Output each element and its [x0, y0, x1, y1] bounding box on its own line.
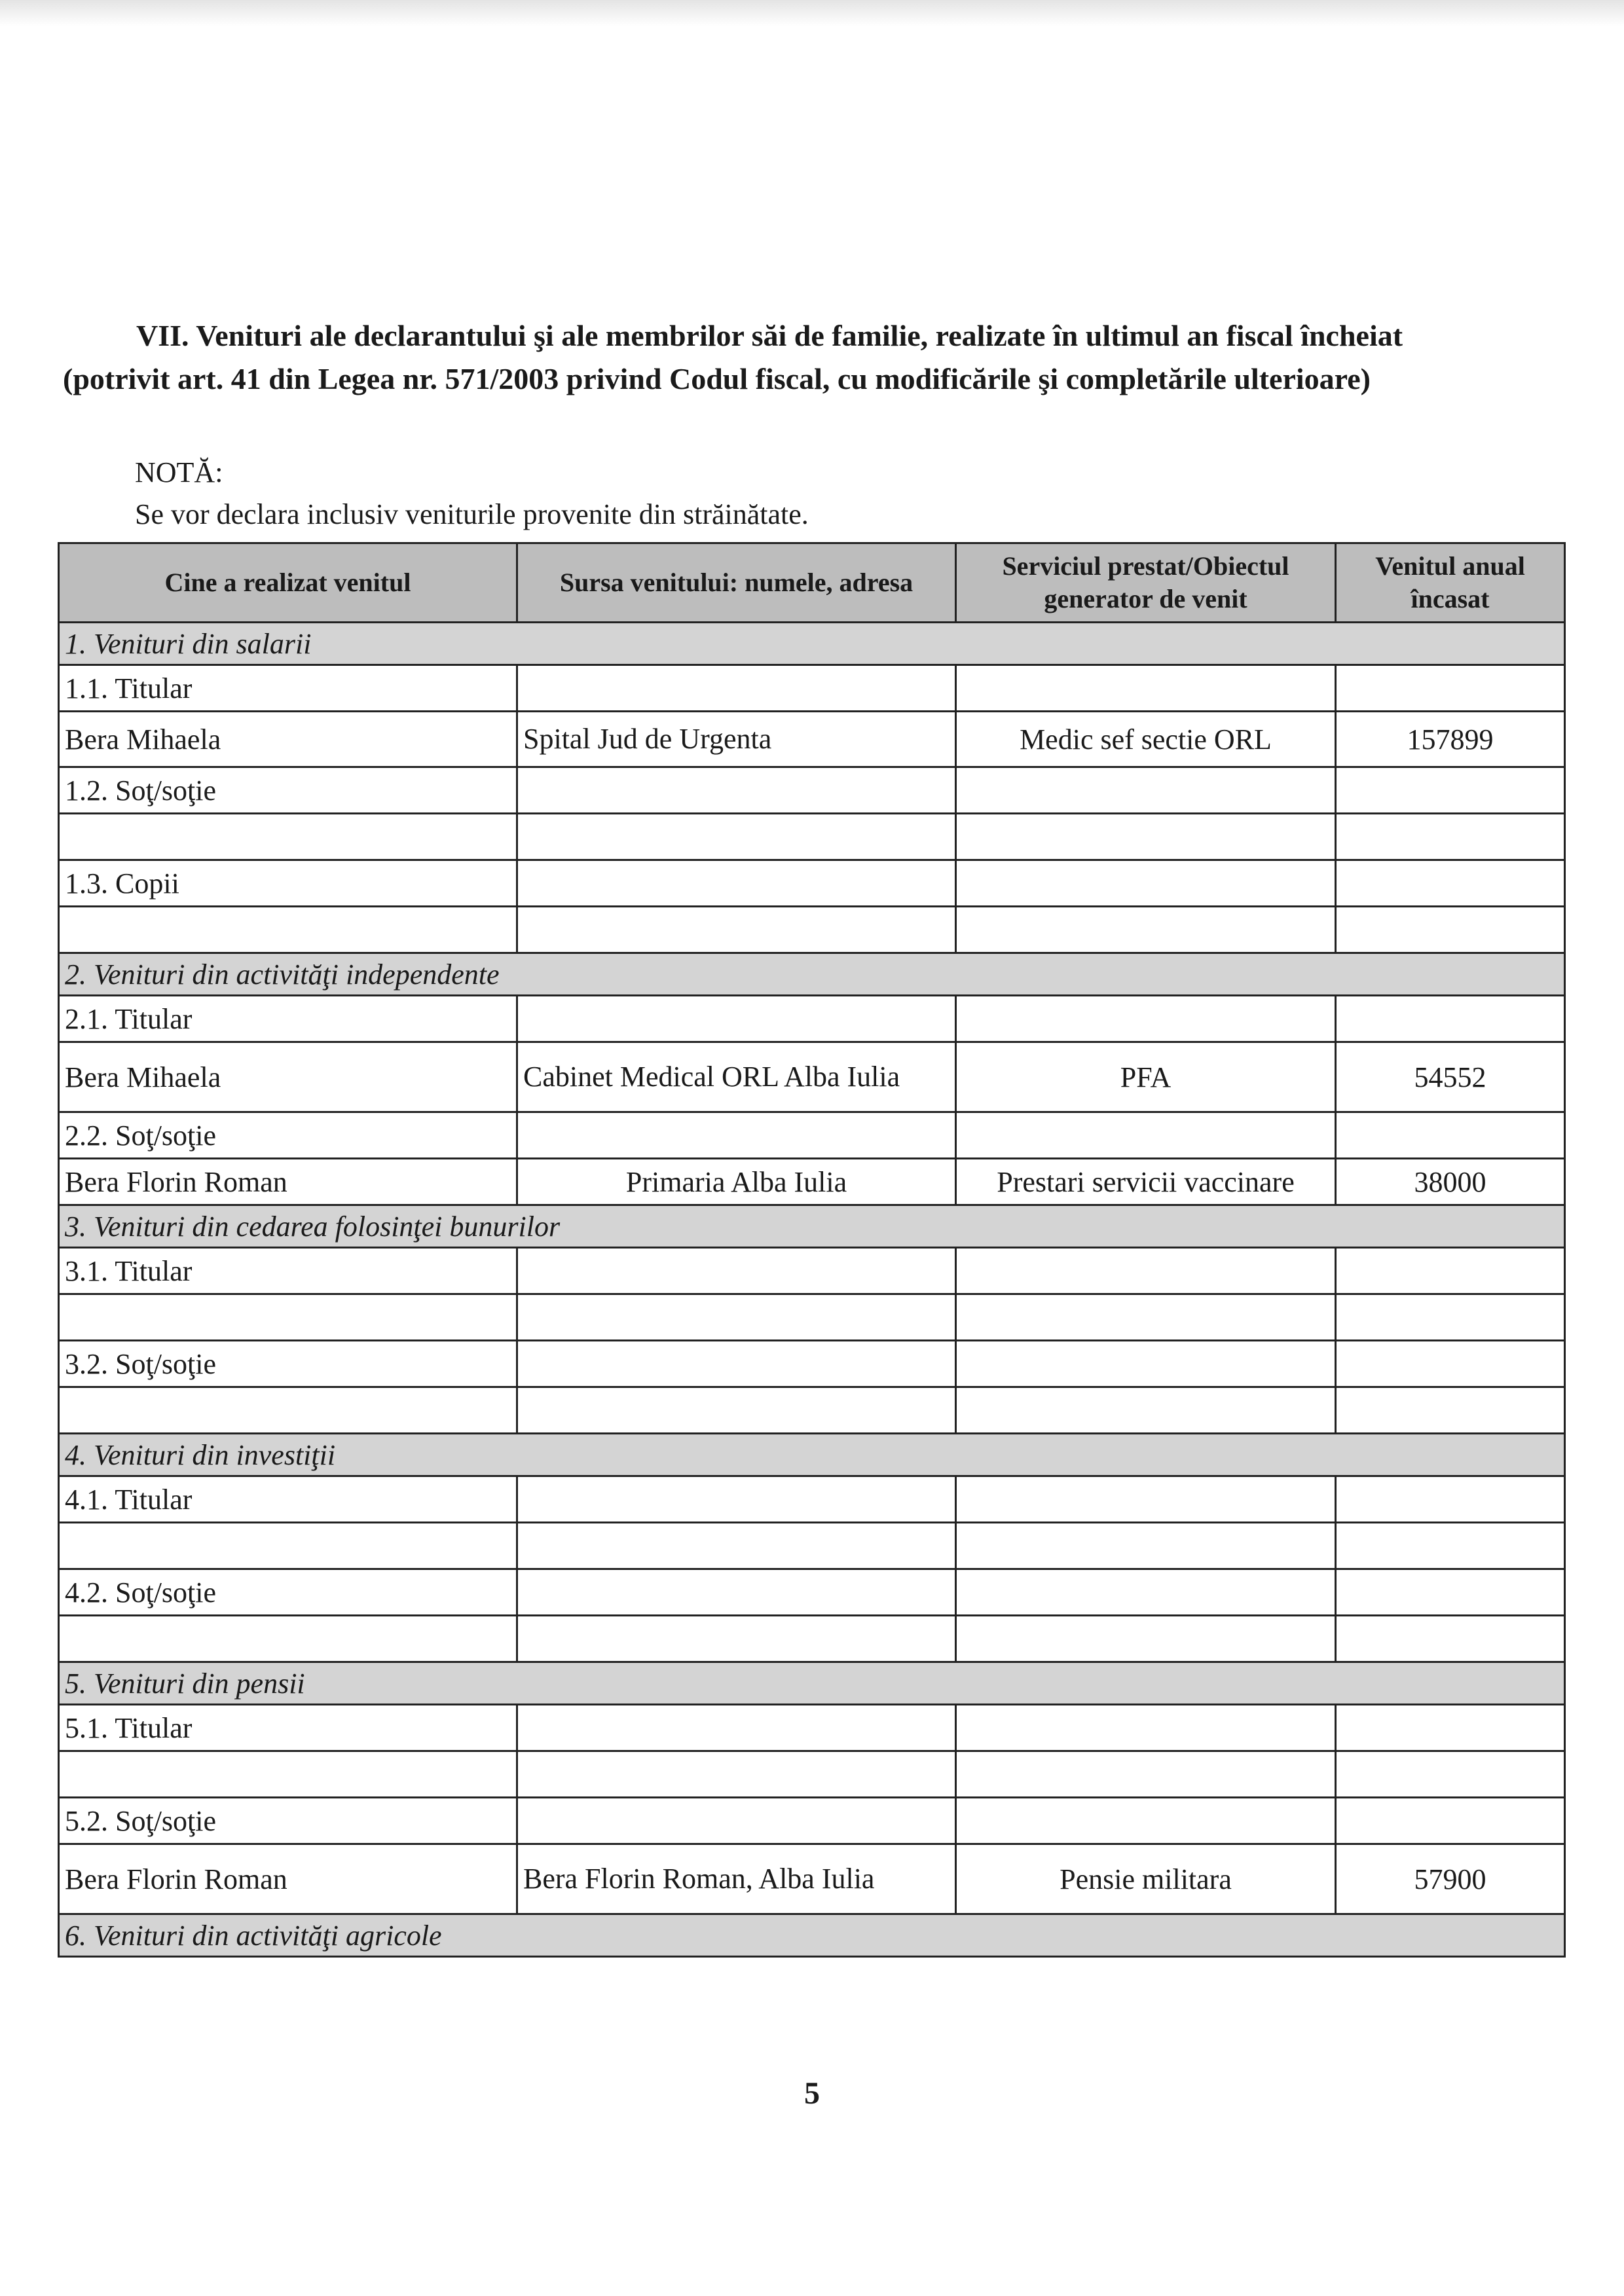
- table-row: [59, 1523, 1565, 1569]
- section-5-label: 5. Venituri din pensii: [59, 1662, 1565, 1705]
- note-block: [135, 452, 809, 536]
- section-1-label: 1. Venituri din salarii: [59, 623, 1565, 665]
- header-who: Cine a realizat venitul: [59, 543, 517, 623]
- table-row: [59, 860, 1565, 907]
- header-source: Sursa venitului: numele, adresa: [517, 543, 956, 623]
- section-row: [59, 1662, 1565, 1705]
- header-amount: Venitul anual încasat: [1336, 543, 1565, 623]
- income-service: PFA: [956, 1042, 1336, 1112]
- income-name: Bera Mihaela: [59, 712, 517, 767]
- note-text: Se vor declara inclusiv veniturile provenite din străinătate.: [135, 498, 809, 530]
- income-service: Pensie militara: [956, 1844, 1336, 1914]
- table-row: [59, 907, 1565, 953]
- section-3-label: 3. Venituri din cedarea folosinţei bunurilor: [59, 1205, 1565, 1248]
- row-label: 2.1. Titular: [59, 996, 517, 1042]
- heading-line-2: (potrivit art. 41 din Legea nr. 571/2003 privind Codul fiscal, cu modificările şi completările ulterioare): [63, 362, 1371, 395]
- section-6-label: 6. Venituri din activităţi agricole: [59, 1914, 1565, 1957]
- note-title: NOTĂ:: [135, 456, 223, 488]
- table-header-row: [59, 543, 1565, 623]
- row-label: 3.1. Titular: [59, 1248, 517, 1294]
- table-row: [59, 1341, 1565, 1387]
- table-row: [59, 814, 1565, 860]
- income-name: Bera Florin Roman: [59, 1844, 517, 1914]
- row-label: 5.1. Titular: [59, 1705, 517, 1751]
- section-row: [59, 1914, 1565, 1957]
- income-amount: 38000: [1336, 1159, 1565, 1205]
- income-name: Bera Florin Roman: [59, 1159, 517, 1205]
- table-row: [59, 1705, 1565, 1751]
- table-row: [59, 1248, 1565, 1294]
- section-2-label: 2. Venituri din activităţi independente: [59, 953, 1565, 996]
- table-row: [59, 665, 1565, 712]
- income-table: [58, 542, 1566, 1958]
- row-label: 3.2. Soţ/soţie: [59, 1341, 517, 1387]
- income-amount: 54552: [1336, 1042, 1565, 1112]
- header-service: Serviciul prestat/Obiectul generator de venit: [956, 543, 1336, 623]
- income-name: Bera Mihaela: [59, 1042, 517, 1112]
- row-label: 1.2. Soţ/soţie: [59, 767, 517, 814]
- heading-line-1: VII. Venituri ale declarantului şi ale membrilor săi de familie, realizate în ultimul an fiscal încheiat: [136, 319, 1403, 352]
- section-heading: [63, 314, 1589, 401]
- section-row: [59, 623, 1565, 665]
- income-source: Primaria Alba Iulia: [517, 1159, 956, 1205]
- row-label: 1.3. Copii: [59, 860, 517, 907]
- table-row: [59, 1569, 1565, 1616]
- income-source: Cabinet Medical ORL Alba Iulia: [517, 1042, 956, 1112]
- scan-edge: [0, 0, 1624, 26]
- table-row: [59, 1112, 1565, 1159]
- section-row: [59, 953, 1565, 996]
- income-service: Medic sef sectie ORL: [956, 712, 1336, 767]
- table-row: [59, 1387, 1565, 1434]
- table-row: [59, 996, 1565, 1042]
- table-row: [59, 1844, 1565, 1914]
- section-row: [59, 1434, 1565, 1476]
- table-row: [59, 1042, 1565, 1112]
- row-label: 5.2. Soţ/soţie: [59, 1798, 517, 1844]
- table-row: [59, 1294, 1565, 1341]
- table-row: [59, 1751, 1565, 1798]
- table-row: [59, 712, 1565, 767]
- table-row: [59, 1616, 1565, 1662]
- income-source: Spital Jud de Urgenta: [517, 712, 956, 767]
- section-4-label: 4. Venituri din investiţii: [59, 1434, 1565, 1476]
- section-row: [59, 1205, 1565, 1248]
- row-label: 4.1. Titular: [59, 1476, 517, 1523]
- income-service: Prestari servicii vaccinare: [956, 1159, 1336, 1205]
- row-label: 4.2. Soţ/soţie: [59, 1569, 517, 1616]
- income-amount: 157899: [1336, 712, 1565, 767]
- page-number: 5: [804, 2076, 820, 2111]
- income-source: Bera Florin Roman, Alba Iulia: [517, 1844, 956, 1914]
- row-label: 1.1. Titular: [59, 665, 517, 712]
- income-amount: 57900: [1336, 1844, 1565, 1914]
- table-row: [59, 1159, 1565, 1205]
- row-label: 2.2. Soţ/soţie: [59, 1112, 517, 1159]
- table-row: [59, 767, 1565, 814]
- table-row: [59, 1476, 1565, 1523]
- table-row: [59, 1798, 1565, 1844]
